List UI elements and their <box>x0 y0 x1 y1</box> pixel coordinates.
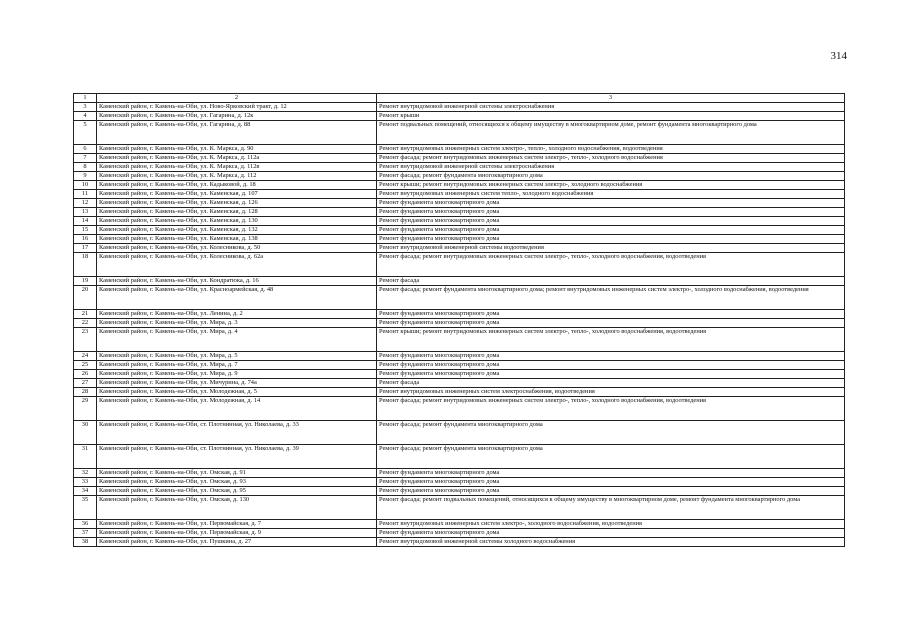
row-number: 32 <box>74 469 97 478</box>
table-row <box>74 172 845 181</box>
address-cell: Каменский район, г. Камень-на-Оби, ул. Ново-Ярковский тракт, д. 12 <box>97 103 377 112</box>
row-number: 35 <box>74 496 97 520</box>
work-cell: Ремонт внутридомовой инженерной системы электроснабжения <box>377 103 845 112</box>
work-cell: Ремонт фундамента многоквартирного дома <box>377 235 845 244</box>
table-row <box>74 529 845 538</box>
address-cell: Каменский район, г. Камень-на-Оби, ул. Мичурина, д. 74а <box>97 379 377 388</box>
work-cell: Ремонт фасада <box>377 277 845 286</box>
address-cell: Каменский район, г. Камень-на-Оби, ул. Каменская, д. 126 <box>97 199 377 208</box>
work-cell: Ремонт внутридомовых инженерных систем электро-, тепло-, холодного водоснабжения, водоотведения <box>377 145 845 154</box>
table-row <box>74 397 845 421</box>
page-number: 314 <box>830 50 847 62</box>
address-cell: Каменский район, г. Камень-на-Оби, ул. Каменская, д. 138 <box>97 235 377 244</box>
row-number: 8 <box>74 163 97 172</box>
table-row <box>74 445 845 469</box>
address-cell: Каменский район, г. Камень-на-Оби, ул. К. Маркса, д. 112в <box>97 163 377 172</box>
table-row <box>74 520 845 529</box>
address-cell: Каменский район, г. Камень-на-Оби, ул. К. Маркса, д. 112а <box>97 154 377 163</box>
table-row <box>74 199 845 208</box>
table-row <box>74 154 845 163</box>
work-cell: Ремонт внутридомовых инженерных систем электро-, холодного водоснабжения, водоотведения <box>377 520 845 529</box>
address-cell: Каменский район, г. Камень-на-Оби, ул. Гагарина, д. 12к <box>97 112 377 121</box>
table-row <box>74 388 845 397</box>
work-cell: Ремонт внутридомовой инженерной системы водоотведения <box>377 244 845 253</box>
table-row <box>74 370 845 379</box>
table-row <box>74 487 845 496</box>
address-cell: Каменский район, г. Камень-на-Оби, ул. Ленина, д. 2 <box>97 310 377 319</box>
row-number: 11 <box>74 190 97 199</box>
work-cell: Ремонт фундамента многоквартирного дома <box>377 217 845 226</box>
work-cell: Ремонт фасада; ремонт внутридомовых инженерных систем электро-, тепло-, холодного водоснабжения <box>377 154 845 163</box>
address-cell: Каменский район, г. Камень-на-Оби, ул. Омская, д. 91 <box>97 469 377 478</box>
work-cell: Ремонт подвальных помещений, относящихся к общему имуществу в многоквартирном доме, ремонт фундамента многоквартирного дома <box>377 121 845 145</box>
work-cell: Ремонт фундамента многоквартирного дома <box>377 226 845 235</box>
row-number: 36 <box>74 520 97 529</box>
address-cell: Каменский район, г. Камень-на-Оби, ул. Каменская, д. 128 <box>97 208 377 217</box>
row-number: 34 <box>74 487 97 496</box>
address-cell: Каменский район, г. Камень-на-Оби, ул. Колесникова, д. 62а <box>97 253 377 277</box>
work-cell: Ремонт фундамента многоквартирного дома <box>377 469 845 478</box>
row-number: 33 <box>74 478 97 487</box>
address-cell: Каменский район, г. Камень-на-Оби, ст. Плотнинная, ул. Николаева, д. 33 <box>97 421 377 445</box>
work-cell: Ремонт фундамента многоквартирного дома <box>377 361 845 370</box>
work-cell: Ремонт внутридомовых инженерных систем тепло-, холодного водоснабжения <box>377 190 845 199</box>
table-row <box>74 496 845 520</box>
work-cell: Ремонт внутридомовых инженерных систем электроснабжения, водоотведения <box>377 388 845 397</box>
address-cell: Каменский район, г. Камень-на-Оби, ул. Красноармейская, д. 48 <box>97 286 377 310</box>
row-number: 21 <box>74 310 97 319</box>
row-number: 10 <box>74 181 97 190</box>
work-cell: Ремонт фундамента многоквартирного дома <box>377 487 845 496</box>
work-cell: Ремонт фасада; ремонт фундамента многоквартирного дома <box>377 421 845 445</box>
address-cell: Каменский район, г. Камень-на-Оби, ул. Каменская, д. 132 <box>97 226 377 235</box>
table-row <box>74 361 845 370</box>
row-number: 22 <box>74 319 97 328</box>
table-row <box>74 352 845 361</box>
table-row <box>74 469 845 478</box>
row-number: 16 <box>74 235 97 244</box>
address-cell: Каменский район, г. Камень-на-Оби, ул. Мира, д. 4 <box>97 328 377 352</box>
table-row <box>74 478 845 487</box>
row-number: 20 <box>74 286 97 310</box>
row-number: 7 <box>74 154 97 163</box>
row-number: 31 <box>74 445 97 469</box>
row-number: 18 <box>74 253 97 277</box>
row-number: 26 <box>74 370 97 379</box>
address-cell: Каменский район, г. Камень-на-Оби, ул. Колесникова, д. 50 <box>97 244 377 253</box>
address-cell: Каменский район, г. Камень-на-Оби, ул. К. Маркса, д. 112 <box>97 172 377 181</box>
address-cell: Каменский район, г. Камень-на-Оби, ул. Молодежная, д. 14 <box>97 397 377 421</box>
address-cell: Каменский район, г. Камень-на-Оби, ул. Гагарина, д. 88 <box>97 121 377 145</box>
table-row <box>74 421 845 445</box>
row-number: 38 <box>74 538 97 547</box>
work-cell: Ремонт фундамента многоквартирного дома <box>377 199 845 208</box>
address-cell: Каменский район, г. Камень-на-Оби, ул. Омская, д. 93 <box>97 478 377 487</box>
work-cell: Ремонт внутридомовой инженерной системы холодного водоснабжения <box>377 538 845 547</box>
work-cell: Ремонт фасада; ремонт фундамента многоквартирного дома <box>377 172 845 181</box>
address-cell: Каменский район, г. Камень-на-Оби, ул. Каменская, д. 107 <box>97 190 377 199</box>
row-number: 25 <box>74 361 97 370</box>
table-row <box>74 112 845 121</box>
address-cell: Каменский район, г. Камень-на-Оби, ул. Мира, д. 9 <box>97 370 377 379</box>
table-row <box>74 208 845 217</box>
table-row <box>74 181 845 190</box>
table-row <box>74 538 845 547</box>
work-cell: Ремонт фундамента многоквартирного дома <box>377 352 845 361</box>
address-cell: Каменский район, г. Камень-на-Оби, ул. К. Маркса, д. 90 <box>97 145 377 154</box>
table-row <box>74 226 845 235</box>
work-cell: Ремонт фундамента многоквартирного дома <box>377 208 845 217</box>
row-number: 12 <box>74 199 97 208</box>
work-cell: Ремонт фундамента многоквартирного дома <box>377 370 845 379</box>
address-cell: Каменский район, г. Камень-на-Оби, ул. Кадыковой, д. 18 <box>97 181 377 190</box>
row-number: 6 <box>74 145 97 154</box>
work-cell: Ремонт фундамента многоквартирного дома <box>377 478 845 487</box>
row-number: 24 <box>74 352 97 361</box>
table-row <box>74 277 845 286</box>
address-cell: Каменский район, г. Камень-на-Оби, ул. Мира, д. 3 <box>97 319 377 328</box>
row-number: 15 <box>74 226 97 235</box>
table-row <box>74 310 845 319</box>
address-cell: Каменский район, г. Камень-на-Оби, ул. Омская, д. 95 <box>97 487 377 496</box>
row-number: 37 <box>74 529 97 538</box>
table-row <box>74 286 845 310</box>
row-number: 28 <box>74 388 97 397</box>
table-row <box>74 379 845 388</box>
table-row <box>74 103 845 112</box>
table-row <box>74 145 845 154</box>
address-cell: Каменский район, г. Камень-на-Оби, ул. Первомайская, д. 9 <box>97 529 377 538</box>
work-cell: Ремонт фундамента многоквартирного дома <box>377 529 845 538</box>
table-row <box>74 319 845 328</box>
table-row <box>74 253 845 277</box>
work-cell: Ремонт крыши; ремонт внутридомовых инженерных систем электро-, тепло-, холодного водоснабжения, водоотведения <box>377 328 845 352</box>
table-header <box>74 94 845 103</box>
row-number: 23 <box>74 328 97 352</box>
work-cell: Ремонт фундамента многоквартирного дома <box>377 310 845 319</box>
row-number: 3 <box>74 103 97 112</box>
column-header-2: 2 <box>97 94 377 103</box>
work-cell: Ремонт фундамента многоквартирного дома <box>377 319 845 328</box>
table-body <box>74 103 845 547</box>
row-number: 5 <box>74 121 97 145</box>
table-row <box>74 190 845 199</box>
address-cell: Каменский район, г. Камень-на-Оби, ст. Плотнинная, ул. Николаева, д. 39 <box>97 445 377 469</box>
address-cell: Каменский район, г. Камень-на-Оби, ул. Пушкина, д. 27 <box>97 538 377 547</box>
row-number: 17 <box>74 244 97 253</box>
work-cell: Ремонт фасада; ремонт подвальных помещений, относящихся к общему имуществу в многоквартирном доме, ремонт фундамента многоквартирного дома <box>377 496 845 520</box>
address-cell: Каменский район, г. Камень-на-Оби, ул. Кондратюка, д. 16 <box>97 277 377 286</box>
row-number: 14 <box>74 217 97 226</box>
table-row <box>74 235 845 244</box>
row-number: 30 <box>74 421 97 445</box>
work-cell: Ремонт внутридомовой инженерной системы электроснабжения <box>377 163 845 172</box>
row-number: 27 <box>74 379 97 388</box>
repair-registry-table <box>73 93 845 547</box>
table-row <box>74 163 845 172</box>
row-number: 4 <box>74 112 97 121</box>
work-cell: Ремонт крыши; ремонт внутридомовых инженерных систем электро-, холодного водоснабжения <box>377 181 845 190</box>
work-cell: Ремонт фасада; ремонт внутридомовых инженерных систем электро-, тепло-, холодного водоснабжения, водоотведения <box>377 397 845 421</box>
work-cell: Ремонт фасада <box>377 379 845 388</box>
address-cell: Каменский район, г. Камень-на-Оби, ул. Мира, д. 5 <box>97 352 377 361</box>
work-cell: Ремонт фасада; ремонт фундамента многоквартирного дома <box>377 445 845 469</box>
column-header-3: 3 <box>377 94 845 103</box>
work-cell: Ремонт фасада; ремонт фундамента многоквартирного дома; ремонт внутридомовых инженерных систем электро-, холодного водоснабжения, водоотведения <box>377 286 845 310</box>
address-cell: Каменский район, г. Камень-на-Оби, ул. Молодежная, д. 5 <box>97 388 377 397</box>
row-number: 13 <box>74 208 97 217</box>
row-number: 19 <box>74 277 97 286</box>
table-row <box>74 217 845 226</box>
address-cell: Каменский район, г. Камень-на-Оби, ул. Первомайская, д. 7 <box>97 520 377 529</box>
row-number: 9 <box>74 172 97 181</box>
work-cell: Ремонт фасада; ремонт внутридомовых инженерных систем электро-, тепло-, холодного водоснабжения, водоотведения <box>377 253 845 277</box>
column-header-1: 1 <box>74 94 97 103</box>
table-row <box>74 328 845 352</box>
table-row <box>74 244 845 253</box>
address-cell: Каменский район, г. Камень-на-Оби, ул. Омская, д. 130 <box>97 496 377 520</box>
address-cell: Каменский район, г. Камень-на-Оби, ул. Каменская, д. 130 <box>97 217 377 226</box>
table-row <box>74 121 845 145</box>
row-number: 29 <box>74 397 97 421</box>
work-cell: Ремонт крыши <box>377 112 845 121</box>
address-cell: Каменский район, г. Камень-на-Оби, ул. Мира, д. 7 <box>97 361 377 370</box>
